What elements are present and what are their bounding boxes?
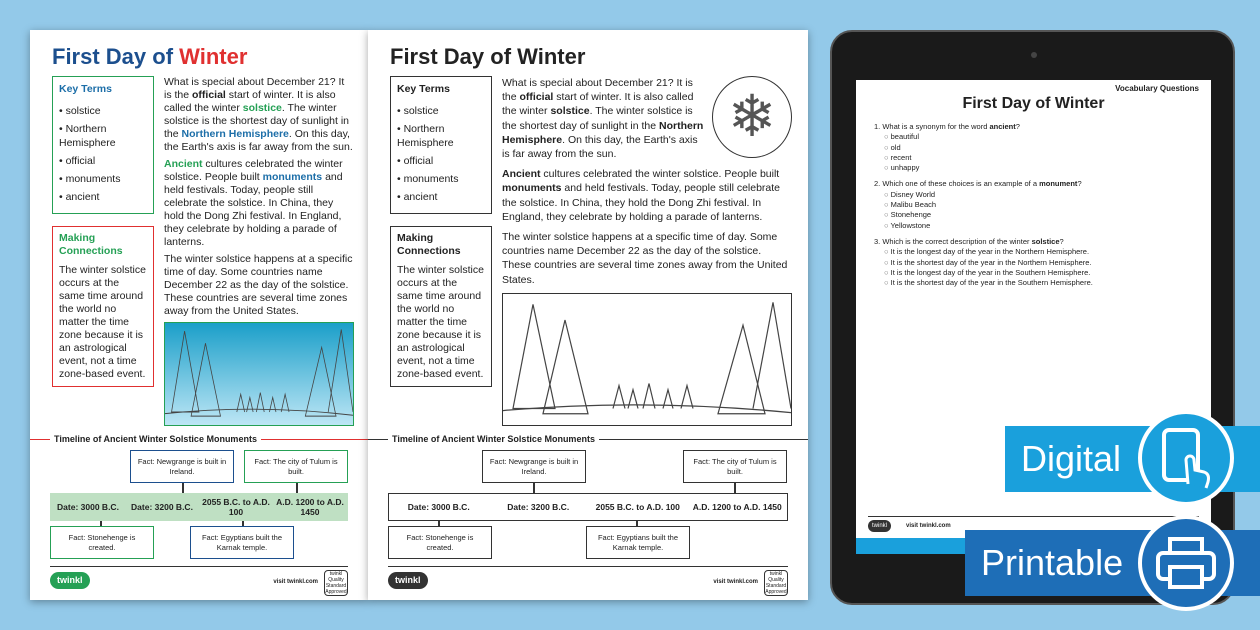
visit-link: visit twinkl.com	[906, 523, 951, 529]
visit-link: visit twinkl.com	[713, 579, 758, 585]
text: start of winter. It is also called the winter	[502, 91, 694, 118]
answer-option[interactable]: ○ Disney World	[874, 190, 1093, 200]
key-term: • official	[397, 154, 485, 168]
key-terms-heading: Key Terms	[59, 83, 112, 95]
timeline-date: 2055 B.C. to A.D. 100	[595, 502, 680, 512]
timeline-fact: Fact: The city of Tulum is built.	[683, 450, 787, 483]
timeline-title: Timeline of Ancient Winter Solstice Monuments	[50, 433, 261, 445]
key-term: • monuments	[397, 172, 485, 186]
key-term: • solstice	[397, 104, 485, 118]
badge-text: twinkl Quality Standard Approved	[765, 571, 787, 595]
keyword: Ancient	[502, 168, 541, 181]
question-text: 3. Which is the correct description of the winter solstice?	[874, 236, 1064, 246]
connections-heading: Making Connections	[397, 232, 461, 257]
twinkl-logo: twinkl	[868, 520, 891, 532]
timeline-title: Timeline of Ancient Winter Solstice Monuments	[388, 433, 599, 445]
answer-option[interactable]: ○ Malibu Beach	[874, 200, 1093, 210]
answer-option[interactable]: ○ old	[874, 143, 1093, 153]
text: . On this day, the Earth's axis is far away from the sun.	[164, 128, 353, 153]
question-text: 2. Which one of these choices is an example of a monument?	[874, 179, 1082, 189]
text: . The winter solstice is the shortest day of sunlight in the	[502, 105, 693, 132]
worksheet-color-page	[30, 30, 368, 600]
worksheet-printable-page	[368, 30, 808, 600]
timeline-connector	[182, 483, 184, 493]
keyword: Northern Hemisphere	[502, 119, 704, 146]
answer-option[interactable]: ○ It is the longest day of the year in the Northern Hemisphere.	[874, 247, 1093, 257]
making-connections-box	[390, 226, 492, 387]
snowflake-icon: ❄	[712, 76, 792, 158]
timeline-date: Date: 3200 B.C.	[507, 502, 570, 512]
question	[874, 237, 1093, 288]
question-list	[874, 122, 1093, 294]
keyword: solstice	[242, 102, 282, 114]
text: What is special about December 21? It is the	[502, 77, 693, 104]
key-terms-heading: Key Terms	[397, 83, 450, 95]
timeline-fact: Fact: Newgrange is built in Ireland.	[482, 450, 586, 483]
twinkl-logo: twinkl	[50, 572, 90, 589]
timeline-connector	[296, 483, 298, 493]
paragraph-3: The winter solstice happens at a specific time of day. Some countries name December 22 as the day of the solstice. These countries are several time zones away from the United States.	[164, 253, 353, 317]
answer-option[interactable]: ○ unhappy	[874, 163, 1093, 173]
keyword: official	[192, 89, 226, 101]
camera-icon	[1031, 52, 1037, 58]
digital-label: Digital	[1021, 438, 1122, 479]
connections-text: The winter solstice occurs at the same time around the world no matter the time zone because it is an astrological event, not a time zone-based event.	[397, 264, 484, 380]
winter-trees-illustration	[164, 322, 354, 426]
page-title	[52, 44, 247, 70]
quality-badge	[324, 570, 348, 596]
body-column	[164, 76, 354, 426]
text: What is special about December 21? It is the	[164, 76, 345, 101]
key-term: • Northern Hemisphere	[59, 122, 147, 150]
screen-header: Vocabulary Questions	[1115, 84, 1199, 93]
printable-label: Printable	[981, 542, 1124, 583]
answer-option[interactable]: ○ It is the shortest day of the year in the Northern Hemisphere.	[874, 258, 1093, 268]
timeline-bar	[388, 493, 788, 521]
timeline-fact: Fact: Stonehenge is created.	[50, 526, 154, 559]
paragraph-1	[164, 76, 354, 154]
key-term: • solstice	[59, 104, 147, 118]
timeline-date: Date: 3000 B.C.	[407, 502, 470, 512]
printer-icon	[1138, 515, 1234, 611]
text: start of winter. It is also called the winter	[164, 89, 336, 114]
tablet-touch-icon	[1138, 410, 1234, 506]
key-term: • ancient	[59, 190, 147, 204]
answer-option[interactable]: ○ Yellowstone	[874, 221, 1093, 231]
title-winter: Winter	[517, 44, 586, 69]
timeline-date: 2055 B.C. to A.D. 100	[202, 497, 270, 517]
timeline-fact: Fact: Stonehenge is created.	[388, 526, 492, 559]
question-text: 1. What is a synonym for the word ancient?	[874, 122, 1020, 131]
key-terms-box	[52, 76, 154, 214]
keyword: monuments	[262, 171, 323, 183]
paragraph-2	[502, 167, 792, 224]
screen-footer-divider	[868, 516, 1199, 517]
screen-title: First Day of Winter	[962, 95, 1105, 112]
body-column	[502, 76, 792, 426]
key-term: • official	[59, 154, 147, 168]
making-connections-box	[52, 226, 154, 387]
badge-text: twinkl Quality Standard Approved	[325, 571, 347, 595]
timeline-connector	[734, 483, 736, 493]
key-term: • monuments	[59, 172, 147, 186]
title-part: First Day of	[52, 44, 174, 69]
key-terms-box	[390, 76, 492, 214]
keyword: Ancient	[164, 158, 203, 170]
page-title	[390, 44, 585, 70]
timeline-date: Date: 3200 B.C.	[131, 502, 193, 512]
keyword: solstice	[550, 105, 590, 118]
text: and held festivals. Today, people still celebrate the solstice. In China, they hold the Dong Zhi festival. In England, they celebrate by holding a parade of lanterns.	[502, 182, 781, 223]
connections-text: The winter solstice occurs at the same time around the world no matter the time zone because it is an astrological event, not a time zone-based event.	[59, 264, 146, 380]
text: cultures celebrated the winter solstice. People built	[164, 158, 343, 183]
text: cultures celebrated the winter solstice. People built	[540, 168, 780, 181]
text: . On this day, the Earth's axis is far away from the sun.	[502, 133, 698, 161]
timeline-connector	[533, 483, 535, 493]
timeline-date: A.D. 1200 to A.D. 1450	[276, 497, 344, 517]
twinkl-logo: twinkl	[388, 572, 428, 589]
connections-heading: Making Connections	[59, 232, 123, 257]
title-part: First Day of	[390, 44, 512, 69]
timeline-bar	[50, 493, 348, 521]
keyword: Northern Hemisphere	[181, 128, 289, 140]
timeline-fact: Fact: The city of Tulum is built.	[244, 450, 348, 483]
paragraph-3: The winter solstice happens at a specific time of day. Some countries name December 22 as the day of the solstice. These countries are several time zones away from the United States.	[502, 231, 788, 286]
keyword: official	[519, 91, 554, 104]
question	[874, 179, 1093, 230]
timeline-fact: Fact: Egyptians built the Karnak temple.	[190, 526, 294, 559]
question	[874, 122, 1093, 173]
answer-option[interactable]: ○ recent	[874, 153, 1093, 163]
text: . The winter solstice is the shortest day of sunlight in the	[164, 102, 350, 140]
answer-option[interactable]: ○ Stonehenge	[874, 210, 1093, 220]
winter-trees-illustration	[502, 293, 792, 426]
answer-option[interactable]: ○ It is the shortest day of the year in the Southern Hemisphere.	[874, 278, 1093, 288]
paragraph-2	[164, 158, 354, 249]
quality-badge	[764, 570, 788, 596]
key-term: • Northern Hemisphere	[397, 122, 485, 150]
visit-link: visit twinkl.com	[273, 579, 318, 585]
timeline-date: A.D. 1200 to A.D. 1450	[692, 502, 782, 512]
footer-divider	[388, 566, 788, 567]
timeline-fact: Fact: Egyptians built the Karnak temple.	[586, 526, 690, 559]
title-winter: Winter	[179, 44, 248, 69]
answer-option[interactable]: ○ It is the longest day of the year in the Southern Hemisphere.	[874, 268, 1093, 278]
timeline-fact: Fact: Newgrange is built in Ireland.	[130, 450, 234, 483]
key-term: • ancient	[397, 190, 485, 204]
footer-divider	[50, 566, 348, 567]
text: and held festivals. Today, people still celebrate the solstice. In China, they hold the Dong Zhi festival. In England, they celebrate by holding a parade of lanterns.	[164, 171, 343, 248]
timeline-date: Date: 3000 B.C.	[57, 502, 119, 512]
answer-option[interactable]: ○ beautiful	[874, 132, 1093, 142]
keyword: monuments	[502, 182, 562, 195]
